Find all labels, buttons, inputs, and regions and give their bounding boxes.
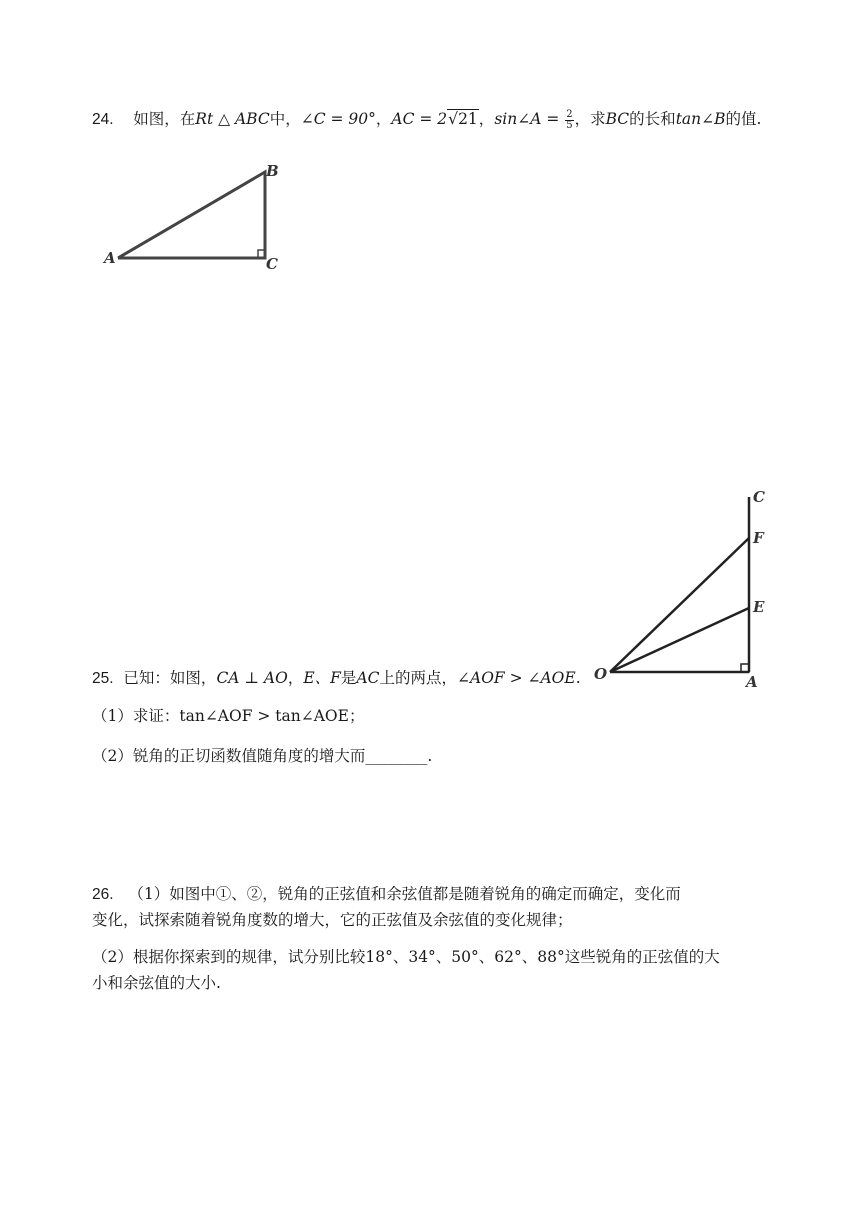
text: ， [287, 669, 304, 687]
question-26-part-2-line-1: （2）根据你探索到的规律，试分别比较18°、34°、50°、62°、88°这些锐角的正弦值的大 [92, 948, 720, 966]
label-b: B [266, 162, 279, 180]
line-oe [610, 608, 749, 672]
text: ， [375, 110, 392, 128]
text: 如图，在 [133, 110, 196, 128]
text: 的值. [725, 110, 762, 128]
question-25-part-2: （2）锐角的正切函数值随角度的增大而________. [92, 747, 433, 765]
math: tan∠B [675, 110, 726, 128]
text: ，求 [574, 110, 606, 128]
math: E、F [303, 669, 341, 687]
text: ， [478, 110, 495, 128]
label-o: O [594, 665, 608, 683]
text: （1）如图中①、②，锐角的正弦值和余弦值都是随着锐角的确定而确定，变化而 [128, 885, 681, 903]
question-26-part-1-line-1 [92, 883, 681, 906]
label-c: C [266, 255, 278, 273]
text: 是 [340, 669, 357, 687]
label-a: A [104, 249, 116, 267]
question-number: 24. [92, 111, 114, 128]
line-of [610, 538, 749, 672]
question-25-text [92, 667, 581, 690]
label-c: C [753, 488, 765, 506]
math: BC [605, 110, 630, 128]
question-26-part-1-line-2: 变化，试探索随着锐角度数的增大，它的正弦值及余弦值的变化规律； [92, 911, 573, 929]
sqrt-radical: √21 [448, 110, 478, 128]
numerator: 2 [566, 108, 573, 120]
math: Rt △ ABC [195, 110, 270, 128]
text: . [575, 669, 581, 687]
math: AC [356, 669, 380, 687]
radicand: 21 [458, 110, 478, 128]
label-e: E [753, 598, 765, 616]
denominator: 5 [566, 119, 573, 131]
text: 中， [269, 110, 301, 128]
label-f: F [753, 529, 764, 547]
text: 上的两点， [379, 669, 458, 687]
math: CA ⊥ AO [216, 669, 288, 687]
math: ∠AOF > ∠AOE [457, 669, 576, 687]
question-26-part-2-line-2: 小和余弦值的大小. [92, 974, 221, 992]
math: sin∠A = [494, 110, 565, 128]
question-number: 26. [92, 886, 114, 903]
math: ∠C = 90° [300, 110, 376, 128]
question-25-part-1: （1）求证：tan∠AOF > tan∠AOE； [92, 707, 365, 725]
math: AC = 2 [391, 110, 448, 128]
question-number: 25. [92, 670, 114, 687]
text: 的长和 [629, 110, 676, 128]
label-a: A [746, 673, 758, 691]
text: 已知：如图， [123, 669, 217, 687]
